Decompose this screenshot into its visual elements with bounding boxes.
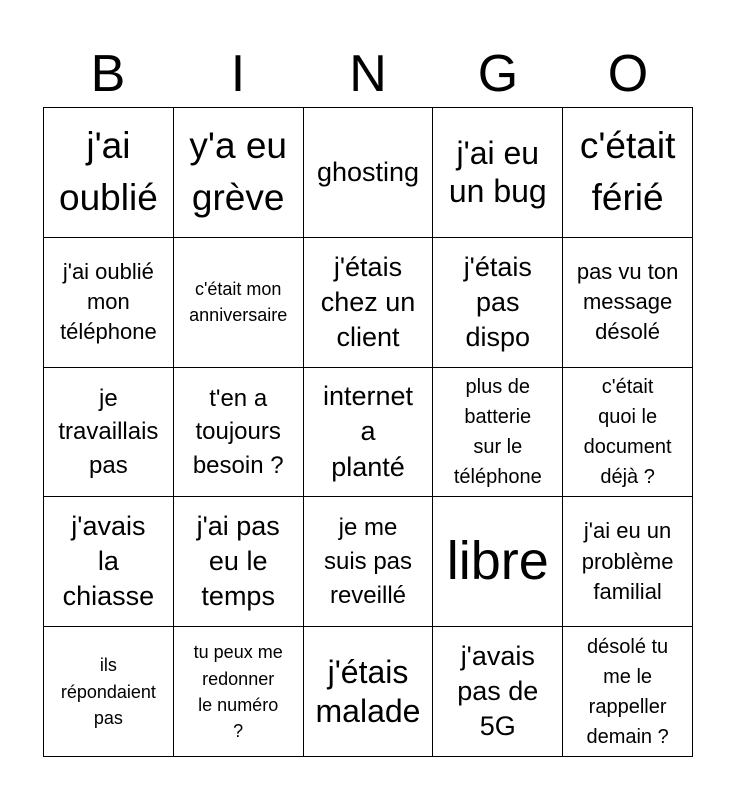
- cell-text: j'étais malade: [315, 654, 421, 729]
- bingo-cell[interactable]: [44, 627, 174, 757]
- cell-text: ils répondaient pas: [60, 655, 156, 728]
- cell-text: j'avais la chiasse: [62, 511, 155, 612]
- bingo-header: [43, 40, 693, 108]
- bingo-cell[interactable]: [304, 238, 434, 368]
- cell-text: c'était férié: [579, 124, 676, 219]
- bingo-cell[interactable]: [433, 497, 563, 627]
- cell-text: j'étais pas dispo: [463, 251, 532, 352]
- bingo-cell[interactable]: [563, 627, 693, 757]
- bingo-cell[interactable]: [174, 368, 304, 498]
- cell-text: j'avais pas de 5G: [457, 640, 539, 742]
- bingo-cell[interactable]: [563, 108, 693, 238]
- cell-text: je me suis pas reveillé: [323, 514, 413, 609]
- cell-text: ghosting: [316, 156, 420, 187]
- cell-text: désolé tu me le rappeller demain ?: [586, 635, 669, 748]
- cell-text: tu peux me redonner le numéro ?: [193, 642, 283, 741]
- bingo-cell[interactable]: [563, 497, 693, 627]
- bingo-cell[interactable]: [44, 238, 174, 368]
- bingo-cell[interactable]: [44, 497, 174, 627]
- cell-text: plus de batterie sur le téléphone: [453, 375, 542, 488]
- cell-text: j'ai eu un bug: [448, 135, 547, 210]
- bingo-cell[interactable]: [44, 108, 174, 238]
- cell-text: j'ai eu un problème familial: [581, 518, 674, 604]
- bingo-cell[interactable]: [433, 627, 563, 757]
- bingo-cell[interactable]: [174, 108, 304, 238]
- cell-text: c'était quoi le document déjà ?: [583, 375, 672, 488]
- cell-text: c'était mon anniversaire: [189, 279, 288, 326]
- bingo-cell[interactable]: [563, 238, 693, 368]
- cell-text: internet a planté: [322, 381, 414, 482]
- header-letter-i: I: [230, 45, 246, 103]
- bingo-cell[interactable]: [304, 368, 434, 498]
- free-space-text: libre: [446, 531, 549, 592]
- bingo-cell[interactable]: [304, 497, 434, 627]
- cell-text: je travaillais pas: [58, 384, 159, 479]
- cell-text: j'ai oublié: [59, 124, 158, 219]
- cell-text: j'étais chez un client: [320, 251, 416, 352]
- header-letter-o: O: [607, 45, 649, 103]
- cell-text: j'ai pas eu le temps: [196, 511, 280, 612]
- header-letter-n: N: [349, 45, 387, 103]
- bingo-cell[interactable]: [174, 497, 304, 627]
- bingo-cell[interactable]: [174, 238, 304, 368]
- bingo-cell[interactable]: [174, 627, 304, 757]
- cell-text: j'ai oublié mon téléphone: [60, 258, 157, 345]
- bingo-cell[interactable]: [433, 368, 563, 498]
- cell-text: pas vu ton message désolé: [576, 258, 679, 345]
- header-letter-b: B: [90, 45, 126, 103]
- bingo-cell[interactable]: [304, 627, 434, 757]
- bingo-cell[interactable]: [44, 368, 174, 498]
- cell-text: y'a eu grève: [189, 124, 287, 219]
- cell-text: t'en a toujours besoin ?: [192, 384, 284, 479]
- header-letter-g: G: [477, 45, 519, 103]
- bingo-card: [43, 107, 693, 757]
- bingo-cell[interactable]: [304, 108, 434, 238]
- bingo-cell[interactable]: [563, 368, 693, 498]
- bingo-cell[interactable]: [433, 238, 563, 368]
- bingo-cell[interactable]: [433, 108, 563, 238]
